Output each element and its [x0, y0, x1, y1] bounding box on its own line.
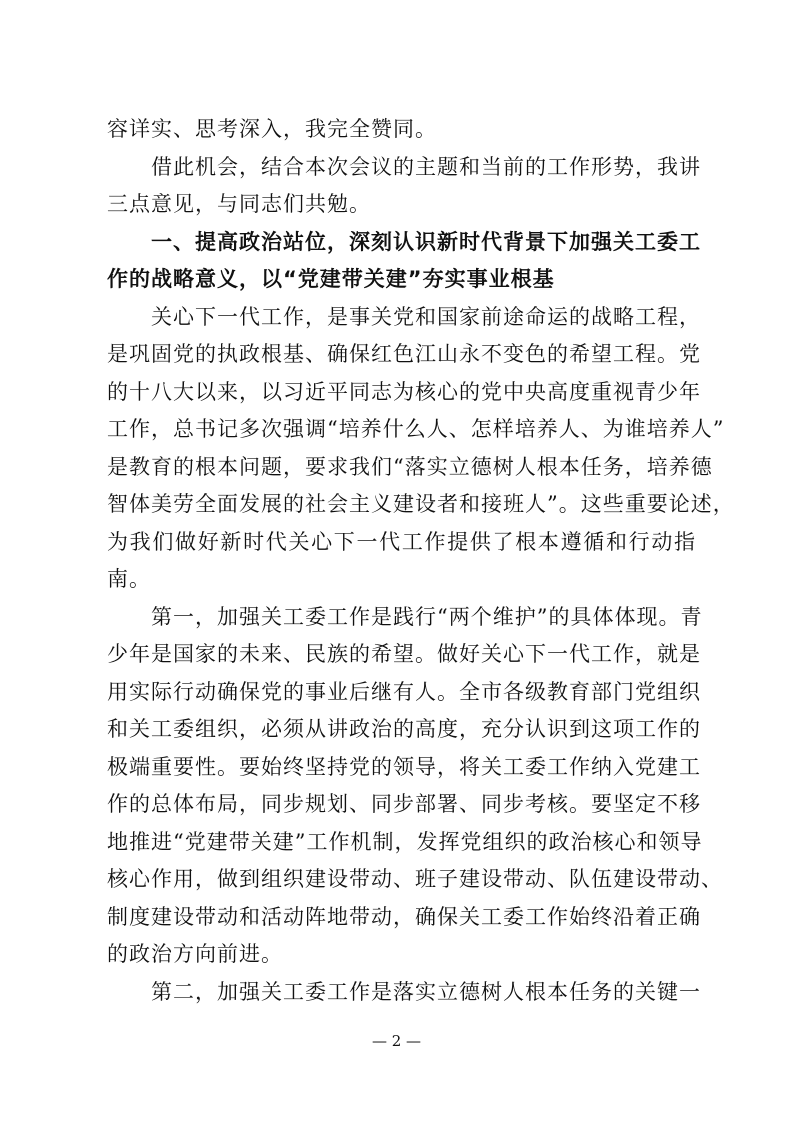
text-line: 借此机会，结合本次会议的主题和当前的工作形势，我讲 [151, 154, 701, 179]
text-line: 的十八大以来，以习近平同志为核心的党中央高度重视青少年 [107, 379, 701, 404]
text-line: 极端重要性。要始终坚持党的领导，将关工委工作纳入党建工 [107, 754, 701, 779]
text-line: 是巩固党的执政根基、确保红色江山永不变色的希望工程。党 [107, 342, 701, 366]
paragraph [107, 149, 701, 224]
text-line: 第二，加强关工委工作是落实立德树人根本任务的关键一 [151, 979, 701, 1004]
text-line: 三点意见，与同志们共勉。 [107, 192, 371, 216]
text-line: 制度建设带动和活动阵地带动，确保关工委工作始终沿着正确 [107, 904, 701, 929]
text-line: 地推进“党建带关建”工作机制，发挥党组织的政治核心和领导 [107, 829, 703, 854]
document-body [107, 111, 735, 1011]
text-line: 关心下一代工作，是事关党和国家前途命运的战略工程， [151, 304, 701, 329]
text-line: 是教育的根本问题，要求我们“落实立德树人根本任务，培养德 [107, 454, 713, 479]
text-line: 一、提高政治站位，深刻认识新时代背景下加强关工委工 [151, 229, 701, 254]
text-line: 为我们做好新时代关心下一代工作提供了根本遵循和行动指 [107, 529, 696, 554]
paragraph [107, 299, 735, 599]
text-line: 工作，总书记多次强调“培养什么人、怎样培养人、为谁培养人” [107, 417, 725, 441]
text-line: 的政治方向前进。 [107, 942, 283, 966]
paragraph [107, 111, 696, 149]
text-line: 第一，加强关工委工作是践行“两个维护”的具体体现。青 [151, 604, 703, 629]
text-line: 用实际行动确保党的事业后继有人。全市各级教育部门党组织 [107, 679, 701, 704]
page-number: — 2 — [371, 1032, 422, 1050]
paragraph [107, 599, 723, 974]
paragraph [107, 974, 701, 1012]
text-line: 容详实、思考深入，我完全赞同。 [107, 117, 437, 141]
text-line: 智体美劳全面发展的社会主义建设者和接班人”。这些重要论述， [107, 492, 735, 516]
text-line: 作的总体布局，同步规划、同步部署、同步考核。要坚定不移 [107, 792, 701, 816]
section-heading [107, 224, 701, 299]
text-line: 南。 [107, 567, 151, 591]
text-line: 核心作用，做到组织建设带动、班子建设带动、队伍建设带动、 [107, 867, 723, 891]
text-line: 作的战略意义，以“党建带关建”夯实事业根基 [107, 267, 555, 291]
text-line: 和关工委组织，必须从讲政治的高度，充分认识到这项工作的 [107, 717, 701, 741]
text-line: 少年是国家的未来、民族的希望。做好关心下一代工作，就是 [107, 642, 701, 666]
